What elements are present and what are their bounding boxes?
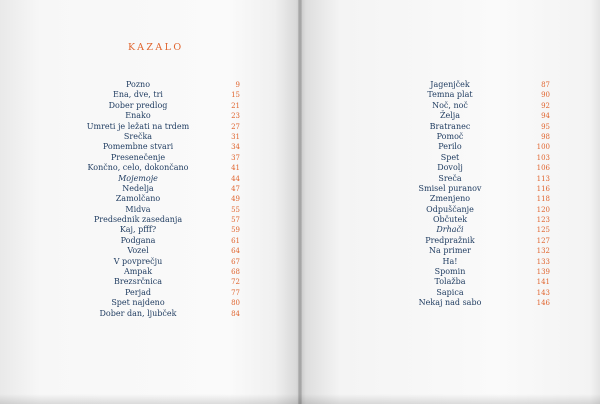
- entry-title: Zamolčano: [115, 194, 161, 204]
- entry-title: Spet najdeno: [111, 298, 165, 308]
- entry-page-number: 125: [536, 226, 550, 235]
- entry-title: Zmenjeno: [429, 194, 471, 204]
- entry-title: Končno, celo, dokončano: [87, 163, 189, 173]
- entry-page-number: 34: [231, 143, 240, 152]
- entry-title: Podgana: [120, 235, 156, 245]
- entry-title: Ha!: [442, 256, 458, 266]
- entry-page-number: 132: [536, 247, 550, 256]
- entry-title: Nedelja: [122, 183, 154, 193]
- contents-entry: [80, 80, 240, 90]
- entry-page-number: 146: [536, 299, 550, 308]
- contents-entry: [80, 174, 240, 184]
- entry-title: Sreča: [438, 173, 462, 183]
- entry-page-number: 72: [231, 278, 240, 287]
- contents-entry: [392, 205, 550, 215]
- contents-entry: [80, 122, 240, 132]
- entry-title: Želja: [439, 111, 461, 121]
- contents-list-left: [80, 80, 240, 319]
- entry-page-number: 47: [231, 184, 240, 193]
- entry-title: Bratranec: [429, 121, 471, 131]
- page-bottom-shadow: [0, 394, 600, 404]
- entry-page-number: 90: [541, 91, 550, 100]
- entry-page-number: 68: [231, 268, 240, 277]
- entry-page-number: 92: [541, 101, 550, 110]
- contents-entry: [392, 163, 550, 173]
- contents-entry: [80, 101, 240, 111]
- entry-title: Srečka: [123, 131, 153, 141]
- entry-page-number: 100: [536, 143, 550, 152]
- contents-entry: [80, 267, 240, 277]
- entry-page-number: 23: [231, 112, 240, 121]
- entry-page-number: 113: [536, 174, 550, 183]
- entry-title: Mojemoje: [118, 173, 158, 183]
- entry-page-number: 120: [536, 205, 550, 214]
- contents-heading: KAZALO: [128, 42, 184, 53]
- entry-page-number: 84: [231, 309, 240, 318]
- contents-entry: [80, 163, 240, 173]
- entry-page-number: 98: [541, 132, 550, 141]
- entry-title: Predsednik zasedanja: [93, 215, 183, 225]
- entry-title: Midva: [125, 204, 151, 214]
- contents-entry: [392, 194, 550, 204]
- entry-title: Odpuščanje: [426, 204, 474, 214]
- contents-entry: [392, 80, 550, 90]
- entry-page-number: 143: [536, 288, 550, 297]
- entry-title: Noč, noč: [432, 100, 468, 110]
- contents-entry: [80, 184, 240, 194]
- contents-entry: [80, 298, 240, 308]
- contents-entry: [80, 205, 240, 215]
- entry-page-number: 57: [231, 216, 240, 225]
- entry-title: Perilo: [438, 142, 462, 152]
- entry-title: Spet: [440, 152, 460, 162]
- entry-title: V povprečju: [113, 256, 163, 266]
- contents-entry: [392, 142, 550, 152]
- entry-page-number: 133: [536, 257, 550, 266]
- contents-entry: [392, 277, 550, 287]
- entry-title: Pomoč: [436, 131, 464, 141]
- contents-entry: [392, 90, 550, 100]
- contents-entry: [392, 174, 550, 184]
- entry-title: Sapica: [436, 287, 464, 297]
- entry-page-number: 139: [536, 268, 550, 277]
- contents-entry: [80, 257, 240, 267]
- entry-title: Tolažba: [434, 277, 466, 287]
- contents-entry: [392, 225, 550, 235]
- entry-page-number: 37: [231, 153, 240, 162]
- contents-entry: [392, 111, 550, 121]
- entry-page-number: 9: [235, 81, 240, 89]
- entry-page-number: 94: [541, 112, 550, 121]
- entry-page-number: 127: [536, 236, 550, 245]
- contents-entry: [392, 184, 550, 194]
- contents-entry: [392, 257, 550, 267]
- entry-page-number: 64: [231, 247, 240, 256]
- entry-title: Predpražnik: [425, 235, 475, 245]
- contents-entry: [80, 288, 240, 298]
- entry-page-number: 116: [536, 184, 550, 193]
- entry-title: Brezsrčnica: [113, 277, 163, 287]
- entry-title: Dober dan, ljubček: [99, 308, 177, 318]
- contents-entry: [80, 225, 240, 235]
- entry-title: Drhači: [436, 225, 464, 235]
- entry-title: Perjad: [125, 287, 151, 297]
- contents-entry: [80, 309, 240, 319]
- entry-page-number: 41: [231, 164, 240, 173]
- entry-title: Pozno: [125, 80, 151, 89]
- contents-entry: [80, 90, 240, 100]
- entry-title: Dovolj: [437, 163, 463, 173]
- entry-page-number: 31: [231, 132, 240, 141]
- entry-page-number: 80: [231, 299, 240, 308]
- entry-page-number: 106: [536, 164, 550, 173]
- contents-entry: [80, 236, 240, 246]
- entry-page-number: 77: [231, 288, 240, 297]
- entry-title: Nekaj nad sabo: [418, 298, 482, 308]
- contents-entry: [80, 277, 240, 287]
- entry-title: Ampak: [123, 267, 153, 277]
- contents-entry: [80, 215, 240, 225]
- book-gutter: [298, 0, 302, 404]
- entry-page-number: 61: [231, 236, 240, 245]
- entry-title: Enako: [125, 111, 151, 121]
- entry-title: Temna plat: [427, 90, 473, 100]
- entry-page-number: 55: [231, 205, 240, 214]
- entry-page-number: 44: [231, 174, 240, 183]
- contents-entry: [392, 267, 550, 277]
- entry-title: Vozel: [127, 246, 149, 256]
- entry-title: Jagenjček: [430, 80, 470, 89]
- contents-entry: [80, 246, 240, 256]
- contents-entry: [392, 122, 550, 132]
- contents-entry: [392, 101, 550, 111]
- entry-page-number: 67: [231, 257, 240, 266]
- entry-title: Občutek: [432, 215, 468, 225]
- entry-title: Na primer: [429, 246, 471, 256]
- entry-title: Umreti je ležati na trdem: [86, 121, 190, 131]
- entry-page-number: 123: [536, 216, 550, 225]
- entry-page-number: 103: [536, 153, 550, 162]
- entry-page-number: 49: [231, 195, 240, 204]
- entry-page-number: 87: [541, 81, 550, 89]
- contents-entry: [392, 215, 550, 225]
- entry-page-number: 118: [536, 195, 550, 204]
- entry-title: Ena, dve, tri: [113, 90, 163, 100]
- contents-entry: [392, 236, 550, 246]
- contents-list-right: [392, 80, 550, 309]
- contents-entry: [80, 142, 240, 152]
- entry-page-number: 15: [231, 91, 240, 100]
- entry-title: Kaj, pfff?: [119, 225, 157, 235]
- contents-entry: [80, 132, 240, 142]
- entry-title: Presenečenje: [110, 152, 166, 162]
- entry-title: Spomin: [434, 267, 466, 277]
- contents-entry: [80, 153, 240, 163]
- entry-page-number: 21: [231, 101, 240, 110]
- entry-page-number: 141: [536, 278, 550, 287]
- contents-entry: [80, 111, 240, 121]
- entry-title: Pomembne stvari: [102, 142, 174, 152]
- contents-entry: [80, 194, 240, 204]
- entry-page-number: 59: [231, 226, 240, 235]
- entry-page-number: 27: [231, 122, 240, 131]
- entry-title: Dober predlog: [108, 100, 168, 110]
- contents-entry: [392, 132, 550, 142]
- contents-entry: [392, 153, 550, 163]
- contents-entry: [392, 288, 550, 298]
- entry-page-number: 95: [541, 122, 550, 131]
- contents-entry: [392, 298, 550, 308]
- entry-title: Smisel puranov: [418, 183, 482, 193]
- contents-entry: [392, 246, 550, 256]
